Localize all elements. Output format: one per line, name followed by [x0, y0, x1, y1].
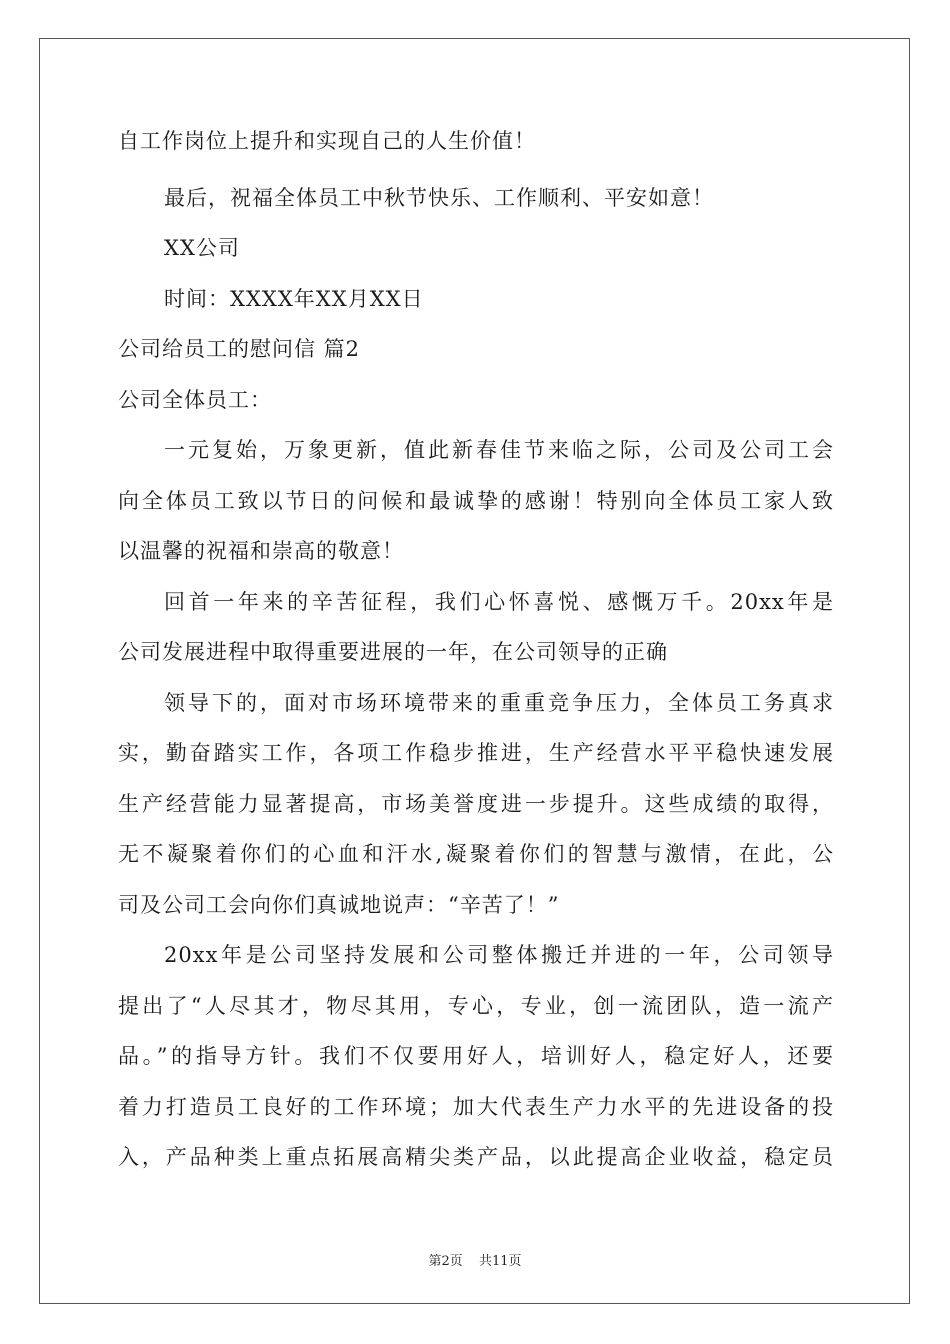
paragraph-line: 以温馨的祝福和崇高的敬意！	[118, 539, 404, 563]
paragraph-line: 回首一年来的辛苦征程，我们心怀喜悦、感慨万千。20xx年是	[164, 590, 834, 614]
paragraph-line: 向全体员工致以节日的问候和最诚挚的感谢！特别向全体员工家人致	[118, 489, 834, 513]
paragraph-line: 司及公司工会向你们真诚地说声：“辛苦了！”	[118, 893, 560, 917]
paragraph-line: 提出了“人尽其才，物尽其用，专心，专业，创一流团队，造一流产	[118, 994, 834, 1018]
signature-company: XX公司	[164, 236, 240, 260]
paragraph-line: 最后，祝福全体员工中秋节快乐、工作顺利、平安如意！	[164, 186, 714, 210]
paragraph-line: 领导下的，面对市场环境带来的重重竞争压力，全体员工务真求	[164, 691, 834, 715]
paragraph-line: 20xx年是公司坚持发展和公司整体搬迁并进的一年，公司领导	[164, 943, 834, 967]
paragraph-line: 实，勤奋踏实工作，各项工作稳步推进，生产经营水平平稳快速发展	[118, 741, 834, 765]
paragraph-line: 品。”的指导方针。我们不仅要用好人，培训好人，稳定好人，还要	[118, 1044, 834, 1068]
paragraph-line: 入，产品种类上重点拓展高精尖类产品，以此提高企业收益，稳定员	[118, 1145, 834, 1169]
page-footer	[0, 1250, 950, 1269]
paragraph-line: 一元复始，万象更新，值此新春佳节来临之际，公司及公司工会	[164, 438, 834, 462]
page-number: 第2页	[428, 1254, 463, 1269]
paragraph-line: 生产经营能力显著提高，市场美誉度进一步提升。这些成绩的取得，	[118, 792, 834, 816]
paragraph-line: 自工作岗位上提升和实现自己的人生价值！	[118, 129, 536, 153]
section-heading: 公司给员工的慰问信 篇2	[118, 337, 361, 361]
paragraph-line: 公司发展进程中取得重要进展的一年，在公司领导的正确	[118, 640, 668, 664]
page-total: 共11页	[478, 1254, 522, 1269]
salutation: 公司全体员工：	[118, 388, 272, 412]
paragraph-line: 着力打造员工良好的工作环境；加大代表生产力水平的先进设备的投	[118, 1095, 834, 1119]
paragraph-line: 无不凝聚着你们的心血和汗水,凝聚着你们的智慧与激情，在此，公	[118, 842, 834, 866]
signature-date: 时间：XXXX年XX月XX日	[164, 287, 424, 311]
